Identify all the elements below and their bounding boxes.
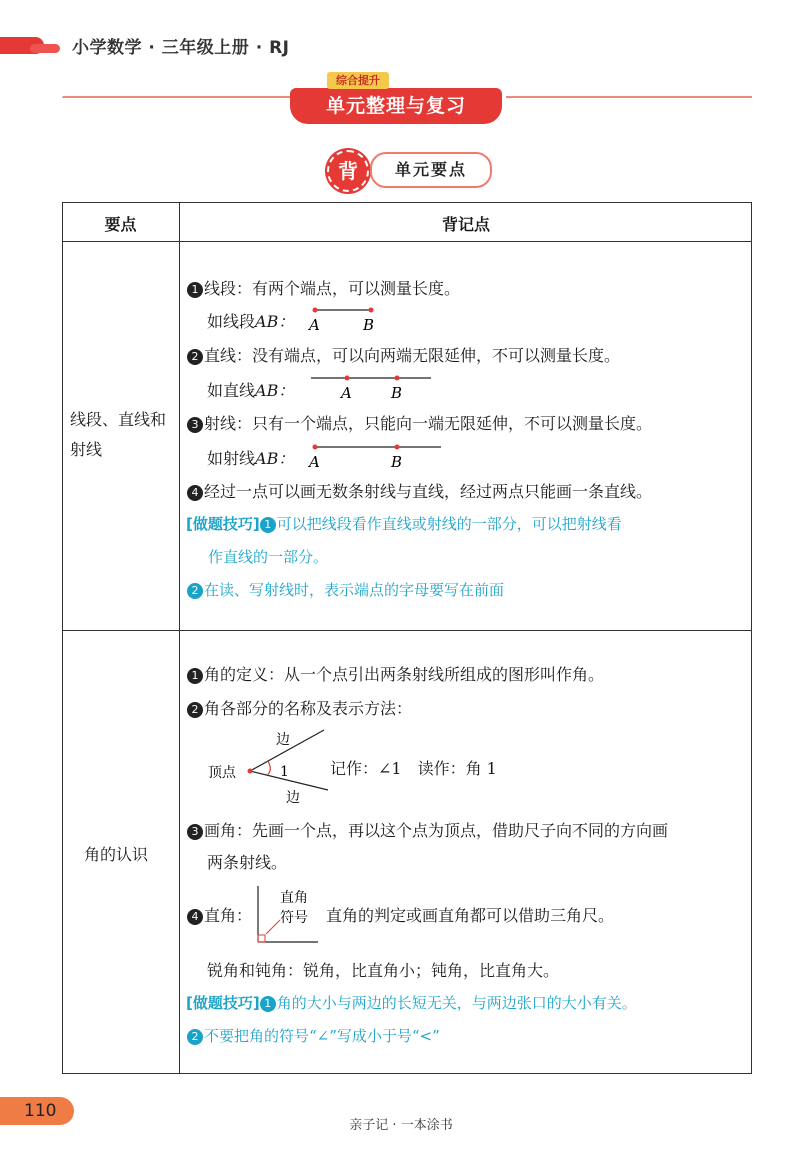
side-label-lower: 边 xyxy=(286,790,300,806)
label-b: B xyxy=(363,316,375,334)
title-line-right xyxy=(506,96,752,98)
tip-row2-2: 2 不要把角的符号“∠”写成小于号“<” xyxy=(187,1025,440,1046)
book-title: 小学数学 · 三年级上册 · RJ xyxy=(72,38,290,58)
section-badge: 背 xyxy=(327,150,369,192)
segment-figure xyxy=(305,300,395,336)
vertex-dot xyxy=(248,769,253,774)
label-b: B xyxy=(391,384,403,402)
point-angle-definition: 1 角的定义：从一个点引出两条射线所组成的图形叫作角。 xyxy=(187,662,604,685)
section-title: 单元要点 xyxy=(370,152,492,188)
example-ray: 如射线AB： xyxy=(207,449,295,468)
title-line-left xyxy=(62,96,294,98)
right-angle-mark xyxy=(258,935,265,942)
point-drawing-angle-cont: 两条射线。 xyxy=(207,853,288,872)
column-header-topic: 要点 xyxy=(104,215,137,234)
point-b-dot xyxy=(395,445,400,450)
point-a-dot xyxy=(345,376,350,381)
pointer-arrow xyxy=(266,920,280,934)
tip-row2-1: [做题技巧] 1 角的大小与两边的长短无关，与两边张口的大小有关。 xyxy=(186,994,637,1012)
point-segment: 1 线段：有两个端点，可以测量长度。 xyxy=(187,276,460,299)
label-b: B xyxy=(391,453,403,471)
example-line: 如直线AB： xyxy=(207,381,295,400)
table-column-divider xyxy=(179,203,180,1073)
example-segment: 如线段AB： xyxy=(207,312,295,331)
tip-row1-1: [做题技巧] 1 可以把线段看作直线或射线的一部分，可以把射线看 xyxy=(186,515,622,533)
summary-table xyxy=(62,202,752,1074)
topic-angles: 角的认识 xyxy=(84,845,149,864)
ray-figure xyxy=(305,437,445,473)
point-ray: 3 射线：只有一个端点，只能向一端无限延伸，不可以测量长度。 xyxy=(187,411,652,434)
label-a: A xyxy=(309,453,320,471)
acute-obtuse-note: 锐角和钝角：锐角，比直角小；钝角，比直角大。 xyxy=(207,961,560,980)
right-angle-caption-1: 直角 xyxy=(280,890,308,906)
column-header-points: 背记点 xyxy=(441,215,490,234)
angle-figure xyxy=(200,724,340,808)
point-right-angle-label: 4 直角： xyxy=(187,903,252,926)
right-angle-caption-2: 符号 xyxy=(280,910,308,926)
chapter-title: 单元整理与复习 xyxy=(290,88,502,124)
point-line: 2 直线：没有端点，可以向两端无限延伸，不可以测量长度。 xyxy=(187,343,620,366)
line-figure xyxy=(305,368,435,404)
page-number: 110 xyxy=(0,1097,74,1125)
point-b-dot xyxy=(369,308,374,313)
point-through-points: 4 经过一点可以画无数条射线与直线，经过两点只能画一条直线。 xyxy=(187,479,652,502)
angle-number-label: 1 xyxy=(280,764,289,780)
table-row-divider xyxy=(63,630,751,631)
label-a: A xyxy=(341,384,352,402)
header-red-accent xyxy=(30,44,60,53)
point-angle-parts: 2 角各部分的名称及表示方法： xyxy=(187,696,412,719)
point-a-dot xyxy=(313,445,318,450)
table-header-divider xyxy=(63,241,751,242)
tip-row1-1-cont: 作直线的一部分。 xyxy=(208,548,329,566)
point-drawing-angle: 3 画角：先画一个点，再以这个点为顶点，借助尺子向不同的方向画 xyxy=(187,818,668,841)
side-label-upper: 边 xyxy=(276,732,290,748)
point-a-dot xyxy=(313,308,318,313)
label-a: A xyxy=(309,316,320,334)
right-angle-note: 直角的判定或画直角都可以借助三角尺。 xyxy=(326,906,615,925)
angle-side-lower xyxy=(250,771,328,790)
point-b-dot xyxy=(395,376,400,381)
vertex-label: 顶点 xyxy=(208,765,236,781)
tip-row1-2: 2 在读、写射线时，表示端点的字母要写在前面 xyxy=(187,579,504,600)
topic-lines-rays: 线段、直线和 射线 xyxy=(70,410,167,459)
angle-arc xyxy=(267,761,270,775)
publisher-footer: 亲子记 · 一本涂书 xyxy=(349,1118,453,1133)
chapter-tag: 综合提升 xyxy=(327,72,389,89)
angle-notation: 记作：∠1 读作：角 1 xyxy=(330,759,497,778)
right-angle-figure xyxy=(252,882,322,948)
